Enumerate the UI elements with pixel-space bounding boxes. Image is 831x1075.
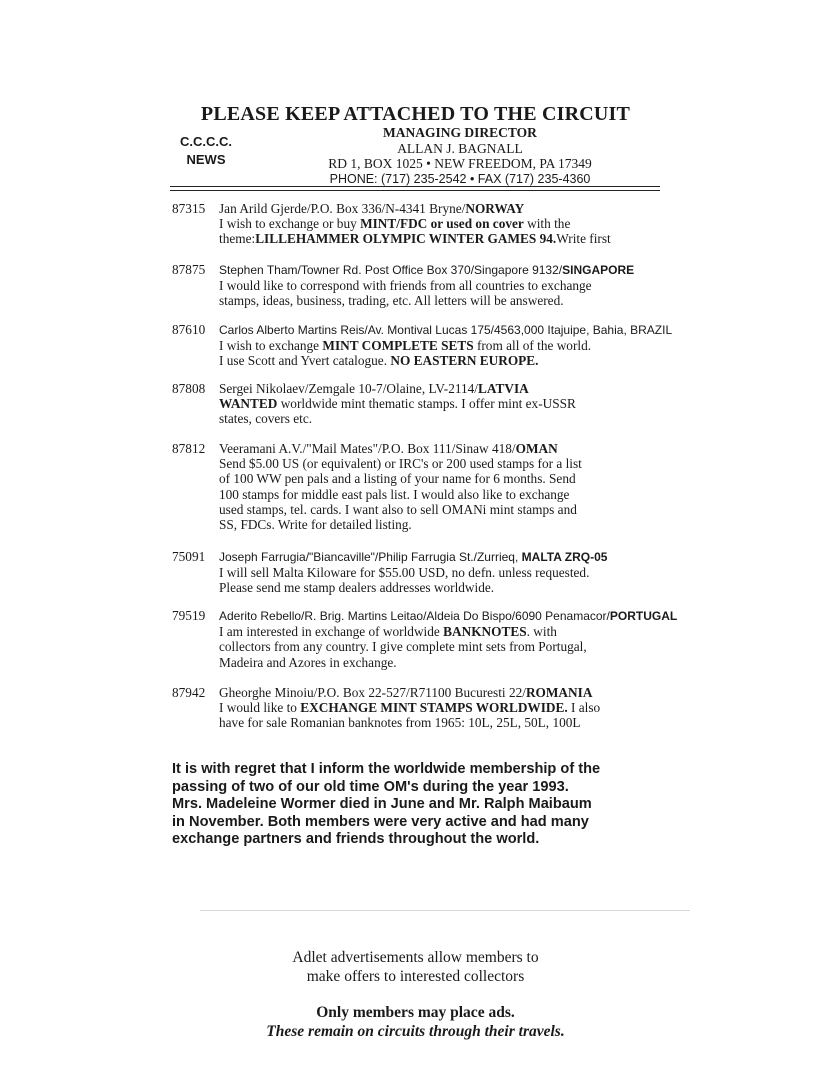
ad-text: . with: [526, 624, 557, 640]
ad-body: [219, 549, 662, 596]
ad-number: 87875: [172, 262, 206, 277]
ad-emphasis: BANKNOTES: [443, 624, 527, 640]
ad-contact-line: [219, 201, 662, 216]
ad-body: [219, 262, 662, 309]
ad-text-line: [219, 456, 662, 471]
footer: [0, 948, 831, 1041]
ad-text: Jan Arild Gjerde/P.O. Box 336/N-4341 Bryne/: [219, 201, 466, 216]
ad-text: from all of the world.: [473, 338, 592, 354]
ad-text-line: [219, 353, 662, 368]
ad-text: Aderito Rebello/R. Brig. Martins Leitao/Aldeia Do Bispo/6090 Penamacor/: [219, 609, 610, 623]
ad-entry: [172, 608, 678, 670]
ad-text: Write first: [556, 231, 611, 247]
ad-emphasis: OMAN: [515, 441, 558, 456]
notice-line: in November. Both members were very active and had many: [172, 813, 589, 830]
ad-number: 87610: [172, 322, 206, 337]
ad-body: [219, 201, 662, 247]
footer-line-4: These remain on circuits through their travels.: [266, 1023, 565, 1040]
ad-text-line: [219, 231, 662, 246]
notice-line: Mrs. Madeleine Wormer died in June and Mr. Ralph Maibaum: [172, 796, 592, 812]
ad-text-line: [219, 216, 662, 231]
ad-contact-line: [219, 381, 662, 396]
ad-number: 87808: [172, 381, 206, 396]
ad-text: Veeramani A.V./"Mail Mates"/P.O. Box 111/Sinaw 418/: [219, 441, 516, 456]
header-rule-top: [170, 186, 660, 187]
ad-text-line: [219, 639, 662, 654]
masthead-address: RD 1, BOX 1025 • NEW FREEDOM, PA 17349: [328, 156, 592, 171]
ad-text: states, covers etc.: [219, 411, 313, 427]
ad-emphasis: NO EASTERN EUROPE.: [390, 353, 539, 369]
footer-line-1: Adlet advertisements allow members to: [292, 949, 539, 966]
ad-text: collectors from any country. I give complete mint sets from Portugal,: [219, 639, 587, 655]
ad-text-line: [219, 338, 662, 353]
ad-entry: [172, 322, 673, 369]
ad-text-line: [219, 293, 662, 308]
ad-contact-line: [219, 685, 662, 700]
ad-emphasis: LATVIA: [478, 381, 529, 396]
ad-text: Send $5.00 US (or equivalent) or IRC's or 200 used stamps for a list: [219, 456, 582, 472]
notice-line: exchange partners and friends throughout the world.: [172, 831, 540, 847]
ad-text-line: [219, 580, 662, 595]
ad-emphasis: LILLEHAMMER OLYMPIC WINTER GAMES 94.: [255, 231, 557, 247]
ad-contact-line: [219, 608, 678, 624]
ad-text: I will sell Malta Kiloware for $55.00 USD, no defn. unless requested.: [219, 565, 590, 581]
ad-text-line: [219, 565, 662, 580]
ad-number: 87315: [172, 201, 206, 216]
ad-entry: [172, 381, 662, 427]
ad-emphasis: EXCHANGE MINT STAMPS WORLDWIDE.: [300, 700, 568, 716]
ad-text: used stamps, tel. cards. I want also to sell OMANi mint stamps and: [219, 501, 577, 517]
ad-text-line: [219, 655, 662, 670]
logo-line-1: C.C.C.C.: [180, 134, 232, 149]
ad-text-line: [219, 517, 662, 532]
ad-text: Madeira and Azores in exchange.: [219, 654, 397, 670]
newsletter-logo: [168, 133, 244, 169]
ad-contact-line: [219, 262, 662, 278]
ad-text: I also: [567, 700, 601, 716]
ad-emphasis: MALTA ZRQ-05: [521, 550, 608, 564]
header-rule-bottom: [170, 190, 660, 191]
ad-emphasis: ROMANIA: [525, 685, 593, 700]
ad-contact-line: [219, 549, 662, 565]
ad-text-line: [219, 278, 662, 293]
masthead-phone: PHONE: (717) 235-2542 • FAX (717) 235-4360: [329, 171, 591, 186]
ad-text: SS, FDCs. Write for detailed listing.: [219, 517, 412, 533]
ad-text: I wish to exchange: [219, 338, 323, 354]
ad-text: I wish to exchange or buy: [219, 216, 361, 232]
ad-entry: [172, 549, 662, 596]
ad-contact-line: [219, 441, 662, 456]
ad-entry: [172, 262, 662, 309]
ad-text: I would like to: [219, 700, 301, 716]
ad-text: of 100 WW pen pals and a listing of your name for 6 months. Send: [219, 471, 576, 487]
ad-emphasis: MINT/FDC or used on cover: [360, 216, 524, 232]
ad-number: 75091: [172, 549, 206, 564]
masthead-role: MANAGING DIRECTOR: [383, 125, 537, 140]
masthead-name: ALLAN J. BAGNALL: [397, 140, 523, 156]
ad-text: Gheorghe Minoiu/P.O. Box 22-527/R71100 Bucuresti 22/: [219, 685, 526, 700]
ad-text-line: [219, 396, 662, 411]
ad-text: Stephen Tham/Towner Rd. Post Office Box 370/Singapore 9132/: [219, 263, 563, 277]
ad-entry: [172, 441, 662, 532]
masthead: [250, 125, 670, 187]
ad-entry: [172, 685, 662, 731]
ad-text: I would like to correspond with friends from all countries to exchange: [219, 278, 592, 294]
ad-text: stamps, ideas, business, trading, etc. All letters will be answered.: [219, 293, 564, 309]
ad-text-line: [219, 624, 662, 639]
ad-body: [219, 322, 673, 369]
ad-number: 79519: [172, 608, 206, 623]
page-title: PLEASE KEEP ATTACHED TO THE CIRCUIT: [200, 103, 631, 125]
ad-body: [219, 381, 662, 427]
ad-text: theme:: [219, 231, 256, 247]
ad-text: Please send me stamp dealers addresses worldwide.: [219, 580, 495, 596]
ad-text-line: [219, 700, 662, 715]
ad-text: I use Scott and Yvert catalogue.: [219, 353, 391, 369]
ad-text: Sergei Nikolaev/Zemgale 10-7/Olaine, LV-2114/: [219, 381, 478, 396]
footer-line-3: Only members may place ads.: [316, 1004, 515, 1021]
ad-text: Carlos Alberto Martins Reis/Av. Montival Lucas 175/4563,000 Itajuipe, Bahia, BRAZIL: [219, 323, 673, 337]
ad-entry: [172, 201, 662, 247]
ad-emphasis: WANTED: [219, 396, 278, 412]
ad-emphasis: PORTUGAL: [609, 609, 678, 623]
ad-emphasis: SINGAPORE: [562, 263, 635, 277]
ad-text: I am interested in exchange of worldwide: [219, 624, 444, 640]
ad-text-line: [219, 471, 662, 486]
notice-line: passing of two of our old time OM's during the year 1993.: [172, 778, 569, 795]
memorial-notice: [172, 761, 672, 849]
ad-text-line: [219, 411, 662, 426]
ad-text: with the: [523, 216, 571, 232]
logo-line-2: NEWS: [186, 152, 226, 167]
ad-text: 100 stamps for middle east pals list. I would also like to exchange: [219, 486, 570, 502]
ad-body: [219, 441, 662, 532]
ad-contact-line: [219, 322, 673, 338]
ad-number: 87942: [172, 685, 206, 700]
ad-text-line: [219, 502, 662, 517]
ad-number: 87812: [172, 441, 206, 456]
footer-line-2: make offers to interested collectors: [306, 968, 525, 985]
ad-text-line: [219, 715, 662, 730]
ad-emphasis: MINT COMPLETE SETS: [322, 338, 474, 354]
ad-emphasis: NORWAY: [465, 201, 525, 216]
ad-text: have for sale Romanian banknotes from 1965: 10L, 25L, 50L, 100L: [219, 715, 581, 731]
ad-text-line: [219, 487, 662, 502]
ad-body: [219, 608, 678, 670]
footer-divider: [200, 910, 690, 911]
notice-line: It is with regret that I inform the worldwide membership of the: [172, 761, 601, 777]
ad-body: [219, 685, 662, 731]
ad-text: Joseph Farrugia/"Biancaville"/Philip Farrugia St./Zurrieq,: [219, 550, 522, 564]
ad-text: worldwide mint thematic stamps. I offer mint ex-USSR: [277, 396, 576, 412]
